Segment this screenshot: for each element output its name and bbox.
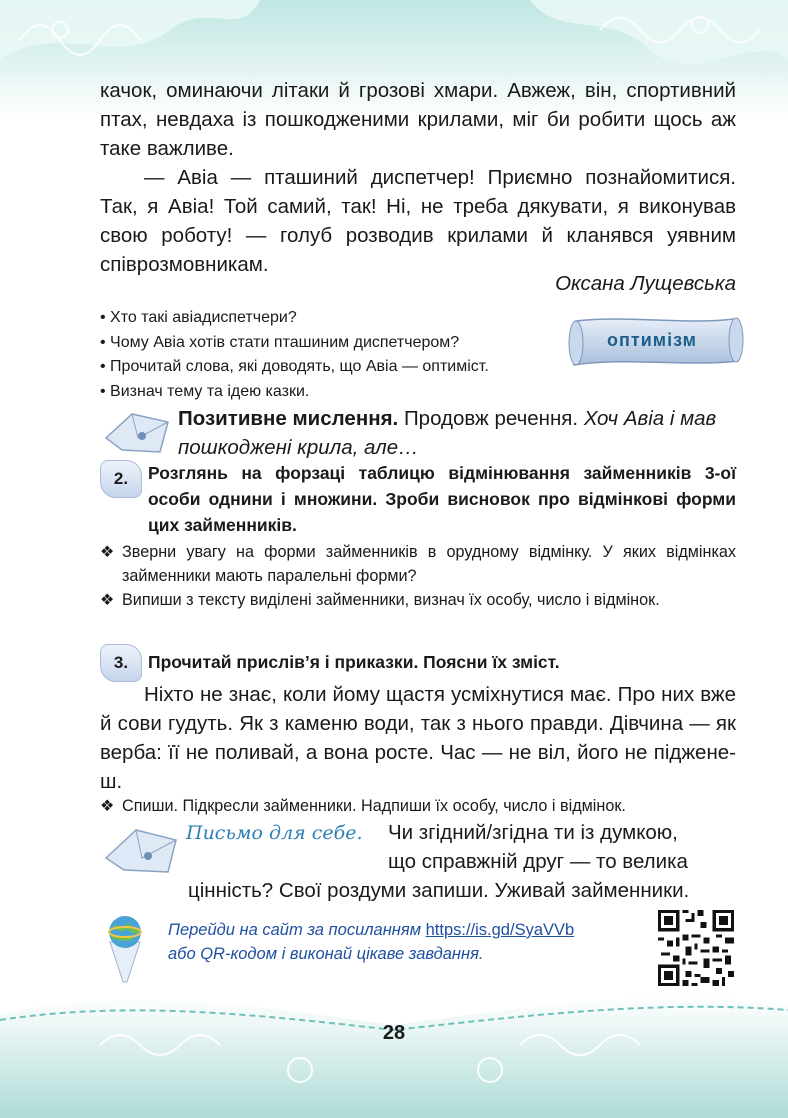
question-item: • Прочитай слова, які доводять, що Авіа — оптиміст. (100, 358, 489, 375)
link-block (168, 918, 638, 966)
positive-thinking-instruction: Продовж речення. (398, 407, 584, 430)
bullet-icon: ❖ (100, 797, 115, 815)
banner-label: оптимізм (607, 330, 697, 350)
pointer-hand-icon (102, 408, 172, 456)
positive-thinking-task (178, 404, 738, 462)
link-outro: або QR-кодом і виконай цікаве завдання. (168, 945, 484, 963)
letter-line-2: що справжній друг — то велика (388, 850, 688, 873)
bullet-icon: ❖ (100, 543, 115, 561)
story-author: Оксана Лущевська (555, 272, 736, 295)
letter-line-1: Чи згідний/згідна ти із думкою, (388, 821, 678, 844)
task-3-text: Прочитай прислів’я і приказки. Поясни їх зміст. (148, 652, 560, 672)
positive-thinking-title: Позитивне мислення. (178, 407, 399, 430)
footer-ornament (0, 975, 788, 1118)
task-3-bullets (100, 794, 736, 818)
pointer-hand-icon (102, 824, 182, 876)
task-bullet: ❖ Випиши з тексту виділені займенники, визнач їх особу, число і відмінок. (100, 588, 736, 612)
question-item: • Визнач тему та ідею казки. (100, 382, 310, 400)
task-bullet: ❖ Спиши. Підкресли займенники. Надпиши їх особу, число і відмінок. (100, 794, 736, 818)
letter-script-label: Письмо для себе. (186, 822, 363, 844)
task-2-text: Розглянь на форзаці таблицю відмінювання займенників 3-ої особи однини і множини. Зроби висновок про відмінкові форми цих займенників. (148, 463, 736, 535)
question-item: • Хто такі авіадиспетчери? (100, 309, 297, 326)
bullet-icon: ❖ (100, 591, 115, 609)
task-2-bullets (100, 540, 736, 612)
task-number-badge: 2. (100, 460, 142, 498)
globe-icon (100, 912, 150, 984)
letter-line-3: цінність? Свої роздуми запиши. Уживай займенники. (188, 879, 690, 902)
proverbs-text: Ніхто не знає, коли йому щастя усміхнутися має. Про них вже й сови гудуть. Як з каменю води, так з нього правди. Дівчина — як верба: її не поливай, а вона росте. Час — не віл, його не підженеш. (100, 683, 736, 793)
qr-code[interactable] (658, 910, 734, 986)
questions-list (100, 306, 580, 404)
task-number-badge: 3. (100, 644, 142, 682)
page-number: 28 (382, 1022, 406, 1044)
question-item: • Чому Авіа хотів стати пташиним диспетчером? (100, 333, 460, 351)
story-paragraph-1: качок, оминаючи літаки й грозові хмари. Авжеж, він, спортивний птах, невдаха із пошкодженими крилами, міг би робити щось аж таке важливе. (100, 79, 736, 160)
story-paragraph-2: — Авіа — пташиний диспетчер! Приємно познайомитися. Так, я Авіа! Той самий, так! Ні, не треба дякувати, я виконував свою роботу! — голуб розводив крилами й кланявся уявним співрозмовникам. (100, 166, 736, 276)
positive-thinking-sentence: Хоч Авіа і мав пошкоджені крила, але… (178, 407, 717, 459)
task-bullet: ❖ Зверни увагу на форми займенників в орудному відмінку. У яких відмінках займенники мають паралельні форми? (100, 540, 736, 588)
link-intro: Перейди на сайт за посиланням (168, 921, 426, 939)
external-link[interactable]: https://is.gd/SyaVVb (425, 921, 575, 939)
